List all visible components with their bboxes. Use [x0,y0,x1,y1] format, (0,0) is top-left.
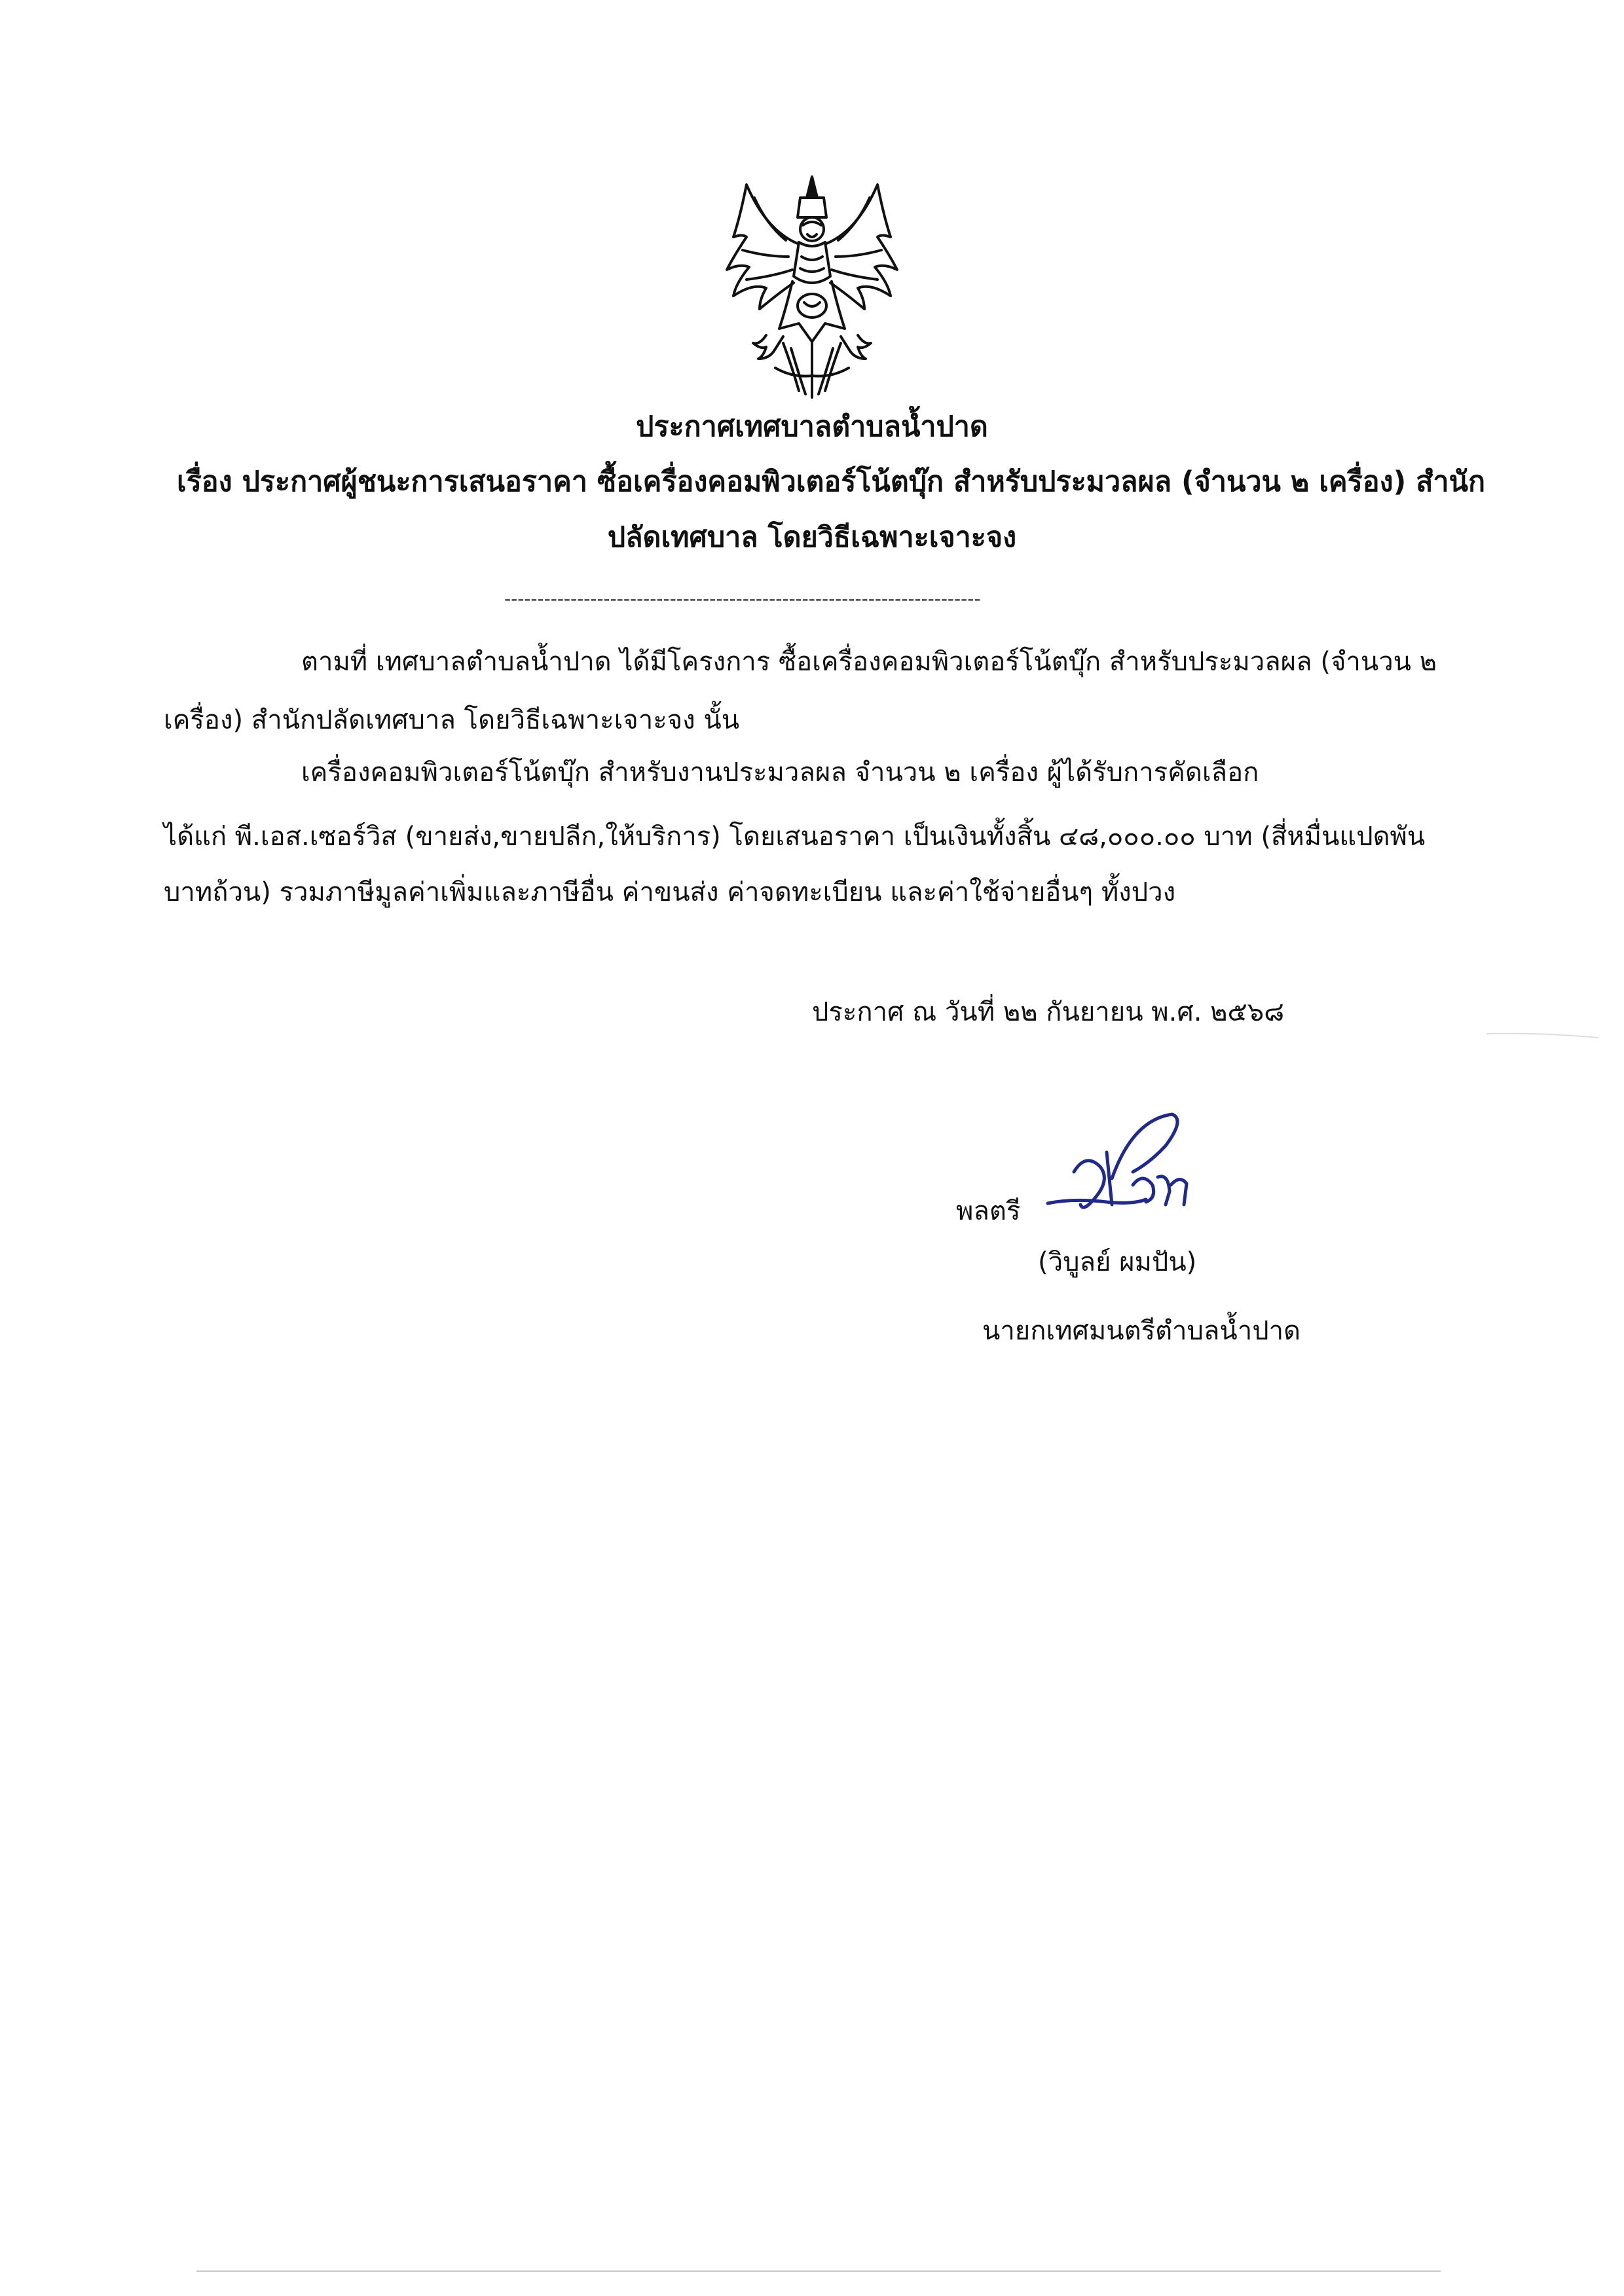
paragraph-2-line-1: เครื่องคอมพิวเตอร์โน้ตบุ๊ก สำหรับงานประมวลผล จำนวน ๒ เครื่อง ผู้ได้รับการคัดเลือก [301,757,1259,788]
garuda-emblem [720,172,904,401]
signatory-name: (วิบูลย์ ผมปัน) [1038,1247,1197,1277]
announcement-title: ประกาศเทศบาลตำบลน้ำปาด [636,410,988,443]
subject-line-2: ปลัดเทศบาล โดยวิธีเฉพาะเจาะจง [607,521,1017,554]
paragraph-1-line-2: เครื่อง) สำนักปลัดเทศบาล โดยวิธีเฉพาะเจาะจง นั้น [164,705,740,735]
signatory-position: นายกเทศมนตรีตำบลน้ำปาด [982,1316,1301,1346]
subject-line-1: เรื่อง ประกาศผู้ชนะการเสนอราคา ซื้อเครื่องคอมพิวเตอร์โน้ตบุ๊ก สำหรับประมวลผล (จำนวน ๒ เครื่อง) สำนัก [177,465,1486,498]
paragraph-2-line-3: บาทถ้วน) รวมภาษีมูลค่าเพิ่มและภาษีอื่น ค่าขนส่ง ค่าจดทะเบียน และค่าใช้จ่ายอื่นๆ ทั้งปวง [164,877,1176,907]
scan-mark [1486,1031,1598,1039]
page-bottom-rule [196,2270,1441,2272]
dashed-divider: ------------------------------------------------------------------------ [504,589,981,609]
handwritten-signature [1035,1106,1218,1237]
signatory-rank: พลตรี [956,1196,1021,1226]
announcement-date: ประกาศ ณ วันที่ ๒๒ กันยายน พ.ศ. ๒๕๖๘ [812,997,1285,1027]
paragraph-2-line-2: ได้แก่ พี.เอส.เซอร์วิส (ขายส่ง,ขายปลีก,ให้บริการ) โดยเสนอราคา เป็นเงินทั้งสิ้น ๔๘,๐๐๐.๐๐ บาท (สี่หมื่นแปดพัน [164,822,1426,852]
paragraph-1-line-1: ตามที่ เทศบาลตำบลน้ำปาด ได้มีโครงการ ซื้อเครื่องคอมพิวเตอร์โน้ตบุ๊ก สำหรับประมวลผล (จำนวน ๒ [301,647,1437,677]
